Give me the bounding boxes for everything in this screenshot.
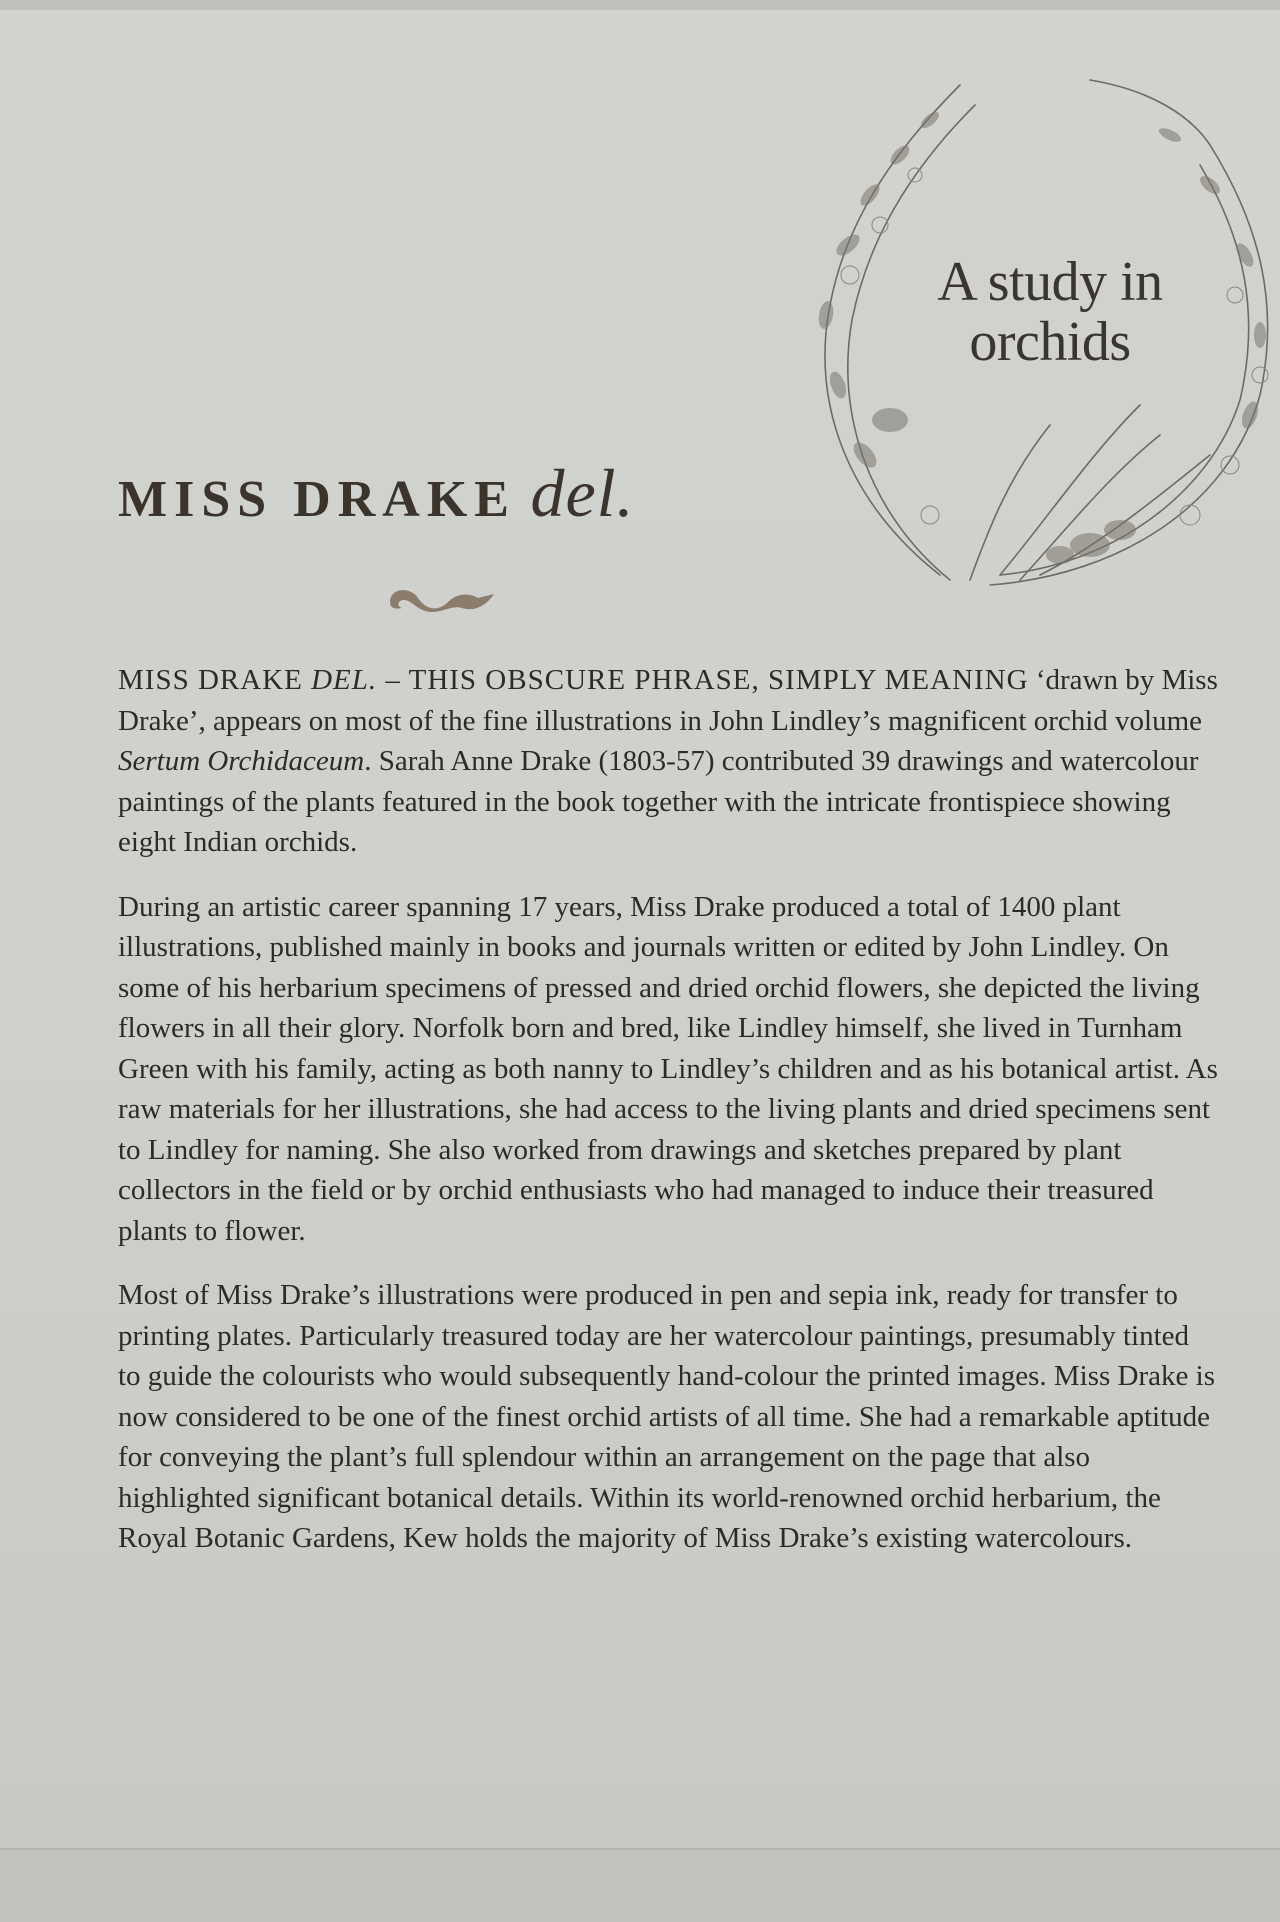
paragraph-3: Most of Miss Drake’s illustrations were produced in pen and sepia ink, ready for transfer to printing plates. Particularly treasured today are her watercolour paintings, presumably tinted to guide the colourists who would subsequently hand-colour the printed images. Miss Drake is now considered to be one of the finest orchid artists of all time. She had a remarkable aptitude for conveying the plant’s full splendour within an arrangement on the page that also highlighted significant botanical details. Within its world-renowned orchid herbarium, the Royal Botanic Gardens, Kew holds the majority of Miss Drake’s existing watercolours. xyxy=(118,1279,1215,1554)
title-italic: del. xyxy=(530,455,635,531)
paragraph-1-text-b: . Sarah Anne Drake (1803-57) contributed 39 drawings and watercolour paintings of the plants featured in the book together with the intricate frontispiece showing eight Indian orchids. xyxy=(118,745,1199,858)
swash-ornament-icon xyxy=(382,578,502,618)
book-title: Sertum Orchidaceum xyxy=(118,745,365,777)
lead-in-c: – THIS OBSCURE PHRASE, SIMPLY MEANING xyxy=(377,664,1029,696)
page-title xyxy=(118,455,635,535)
subtitle-line-1: A study in xyxy=(937,251,1163,313)
lead-in-a: MISS DRAKE xyxy=(118,664,312,696)
paragraph-2: During an artistic career spanning 17 years, Miss Drake produced a total of 1400 plant illustrations, published mainly in books and journals written or edited by John Lindley. On some of his herbarium specimens of pressed and dried orchid flowers, she depicted the living flowers in all their glory. Norfolk born and bred, like Lindley himself, she lived in Turnham Green with his family, acting as both nanny to Lindley’s children and as his botanical artist. As raw materials for her illustrations, she had access to the living plants and dried specimens sent to Lindley for naming. She also worked from drawings and sketches prepared by plant collectors in the field or by orchid enthusiasts who had managed to induce their treasured plants to flower. xyxy=(118,890,1218,1247)
article-body xyxy=(118,660,1218,1583)
title-caps: MISS DRAKE xyxy=(118,471,516,528)
subtitle xyxy=(905,252,1195,372)
paragraph-1 xyxy=(118,660,1218,863)
lead-in-b: DEL. xyxy=(311,664,378,696)
paragraph-1-text-a: ‘drawn by Miss Drake’, appears on most of the fine illustrations in John Lindley’s magnificent orchid volume xyxy=(118,664,1218,737)
panel-base xyxy=(0,1848,1280,1922)
subtitle-line-2: orchids xyxy=(969,311,1131,373)
